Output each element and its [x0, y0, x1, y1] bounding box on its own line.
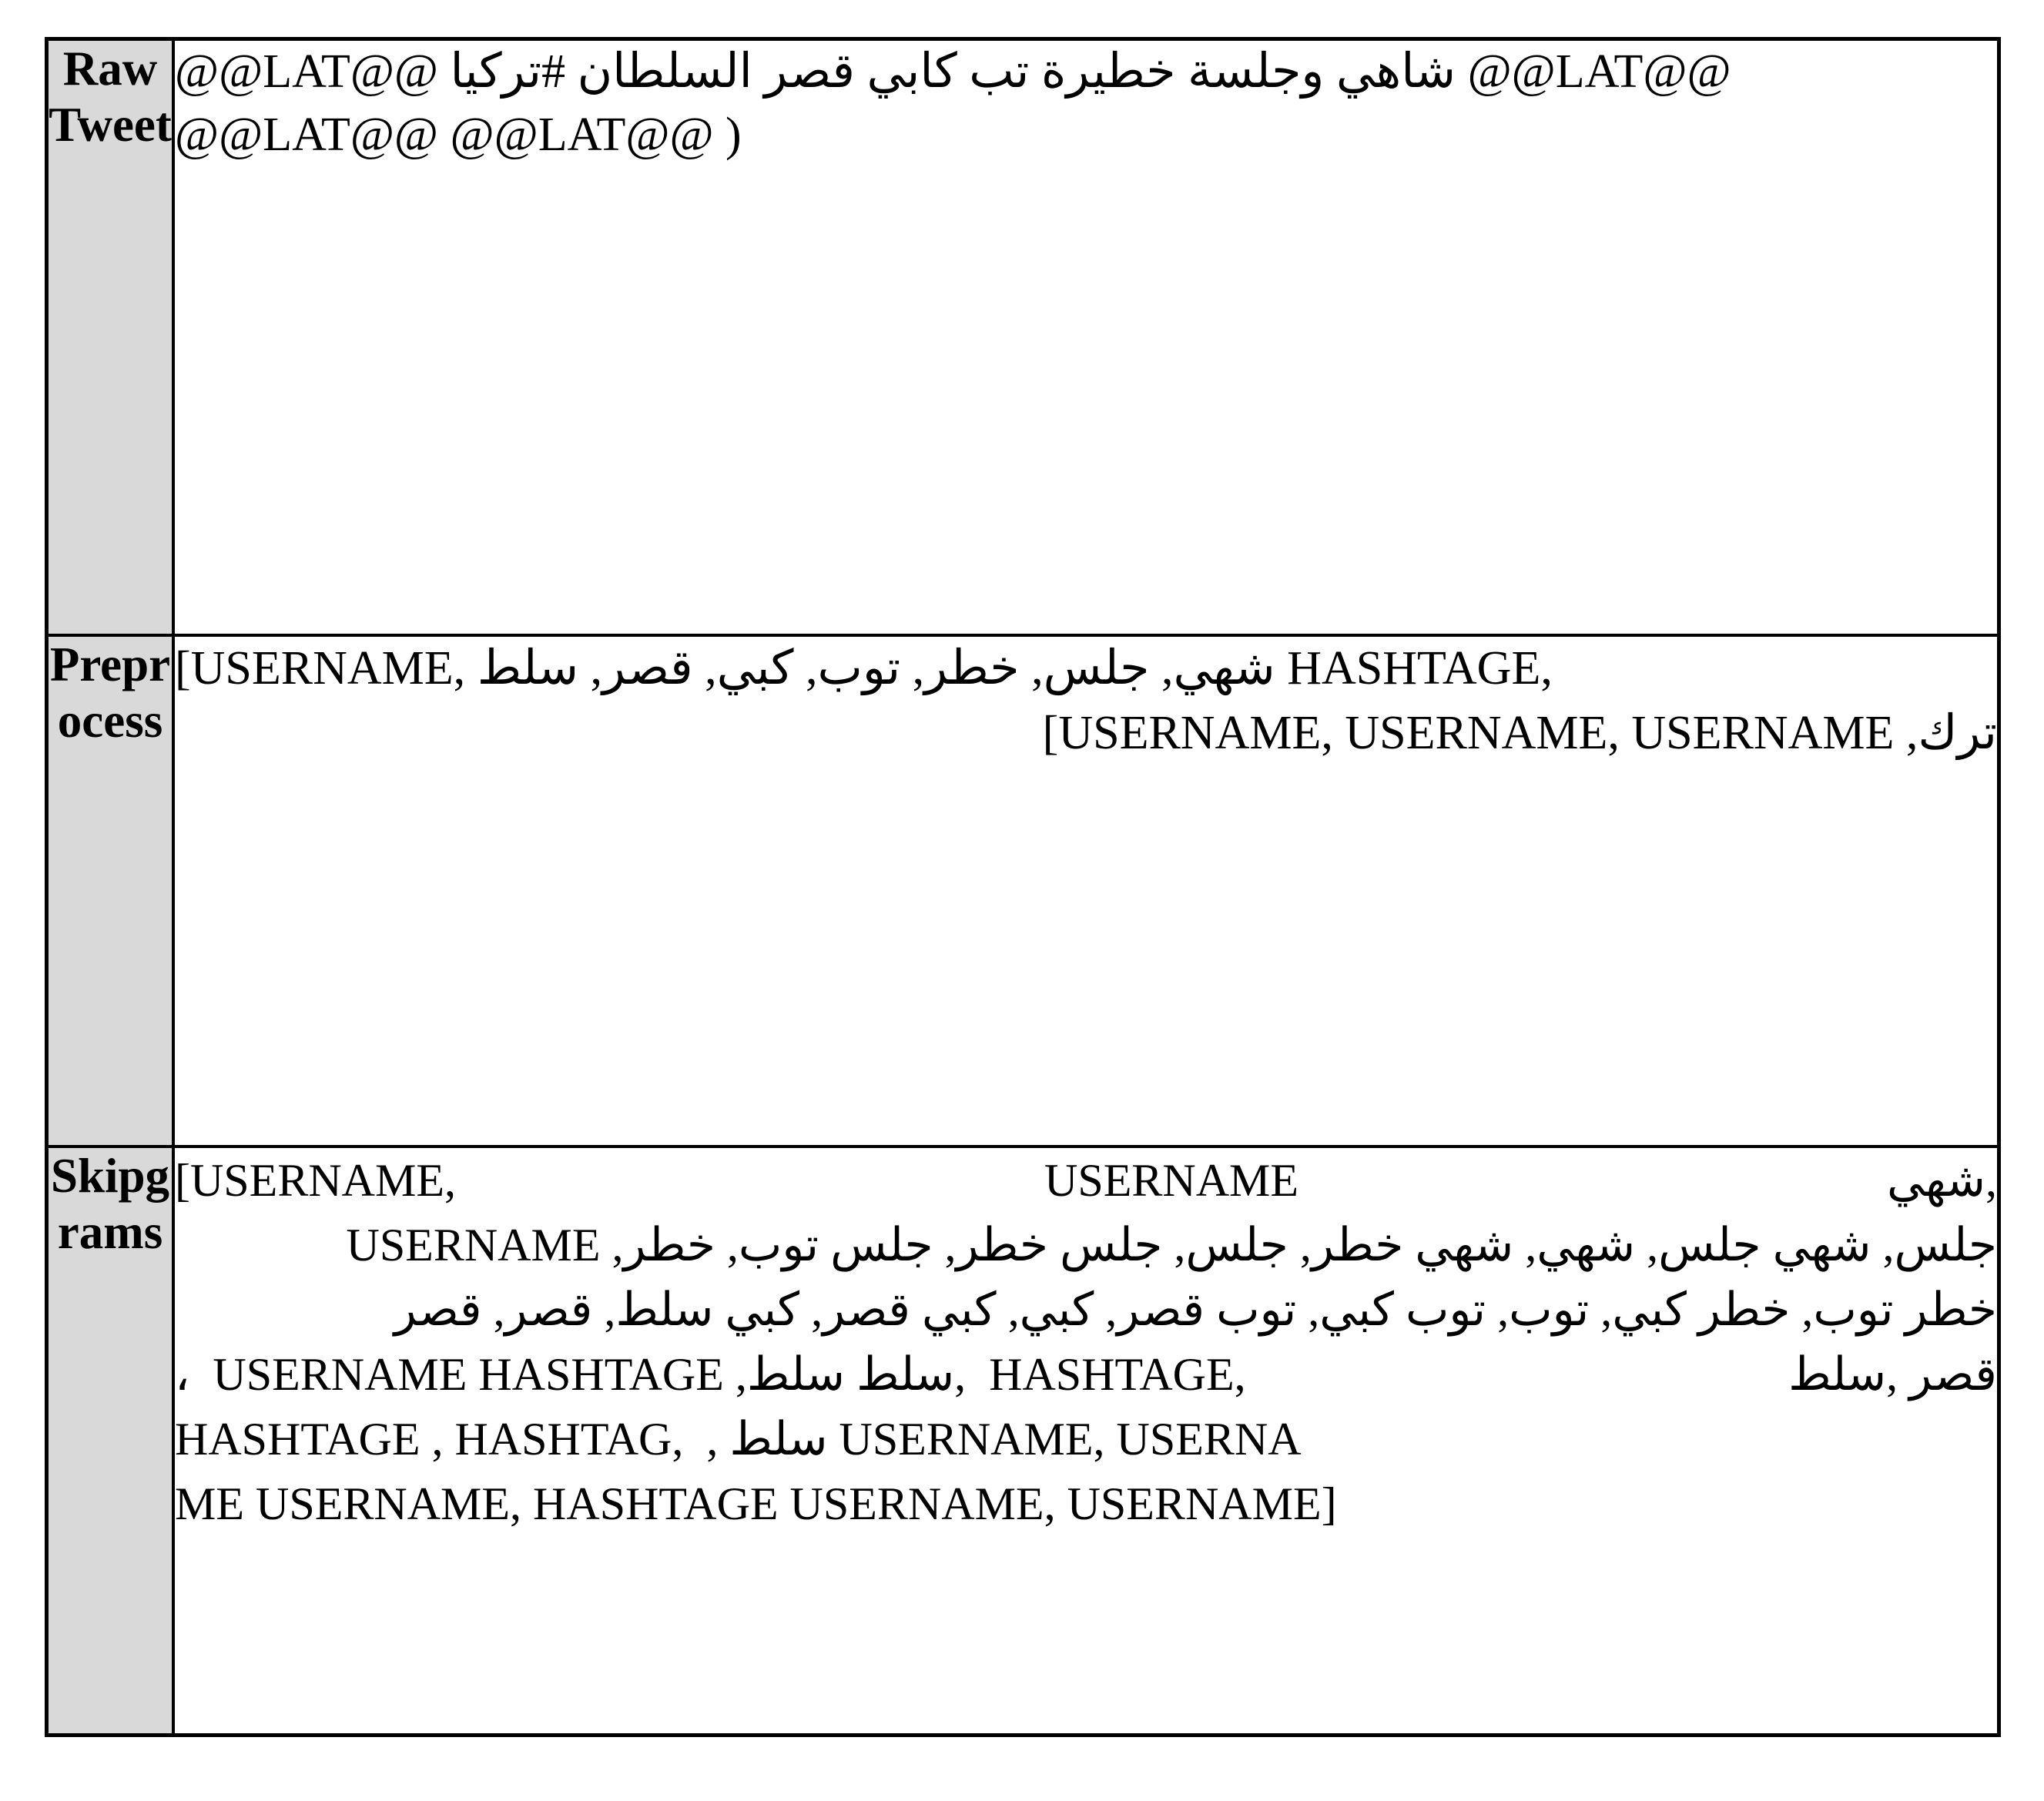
row-label-skipgrams: [47, 1147, 174, 1736]
skipgrams-line-1-mid: USERNAME: [1044, 1155, 1299, 1206]
skipgrams-line-1-right: شهي,: [1887, 1155, 1997, 1206]
row-content-skipgrams: [173, 1147, 1999, 1736]
skipgrams-line-5: HASHTAGE , HASHTAG, , سلط USERNAME, USERNA: [175, 1414, 1302, 1465]
row-label-text: Preprocess: [49, 638, 171, 748]
skipgrams-line-3: خطر توب, خطر كبي, توب, توب كبي, توب قصر, كبي, كبي قصر, كبي سلط, قصر, قصر: [394, 1284, 1997, 1335]
row-label-raw-tweet: [47, 39, 174, 636]
skipgrams-line-4-left: ، USERNAME HASHTAGE ,سلط سلط, HASHTAGE,: [175, 1349, 1246, 1400]
skipgrams-line-6: ME USERNAME, HASHTAGE USERNAME, USERNAME]: [175, 1478, 1337, 1529]
table-row-preprocess: [47, 635, 1999, 1147]
skipgrams-line-1-left: [USERNAME,: [175, 1155, 457, 1206]
table-row-raw-tweet: [47, 39, 1999, 636]
raw-tweet-line-2: @@LAT@@ @@LAT@@ ): [175, 108, 742, 161]
raw-tweet-body: [175, 41, 1997, 167]
skipgrams-line-2: جلس, شهي جلس, شهي, شهي خطر, جلس, جلس خطر, جلس توب, خطر, USERNAME: [346, 1220, 1997, 1270]
skipgrams-body: [175, 1148, 1997, 1536]
row-label-text: RawTweet: [49, 42, 172, 152]
preprocess-line-1: [USERNAME, ‏شهي, جلس, خطر, توب, كبي, قصر, سلط HASHTAGE,: [175, 642, 1553, 695]
row-content-preprocess: [173, 635, 1999, 1147]
row-label-preprocess: [47, 635, 174, 1147]
skipgrams-line-1: [175, 1148, 1997, 1213]
preprocess-body: [175, 637, 1997, 765]
table-row-skipgrams: [47, 1147, 1999, 1736]
tweet-processing-table: [45, 37, 2001, 1737]
row-label-text: Skipgrams: [50, 1149, 170, 1260]
raw-tweet-line-1: @@LAT@@ شاهي وجلسة خطيرة تب كابي قصر السلطان #تركيا @@LAT@@: [175, 45, 1731, 98]
skipgrams-line-4: [175, 1342, 1997, 1407]
preprocess-line-2: ترك, USERNAME, USERNAME, USERNAME]: [1042, 706, 1997, 759]
skipgrams-line-4-right: قصر ,سلط: [1788, 1349, 1997, 1400]
row-content-raw-tweet: [173, 39, 1999, 636]
